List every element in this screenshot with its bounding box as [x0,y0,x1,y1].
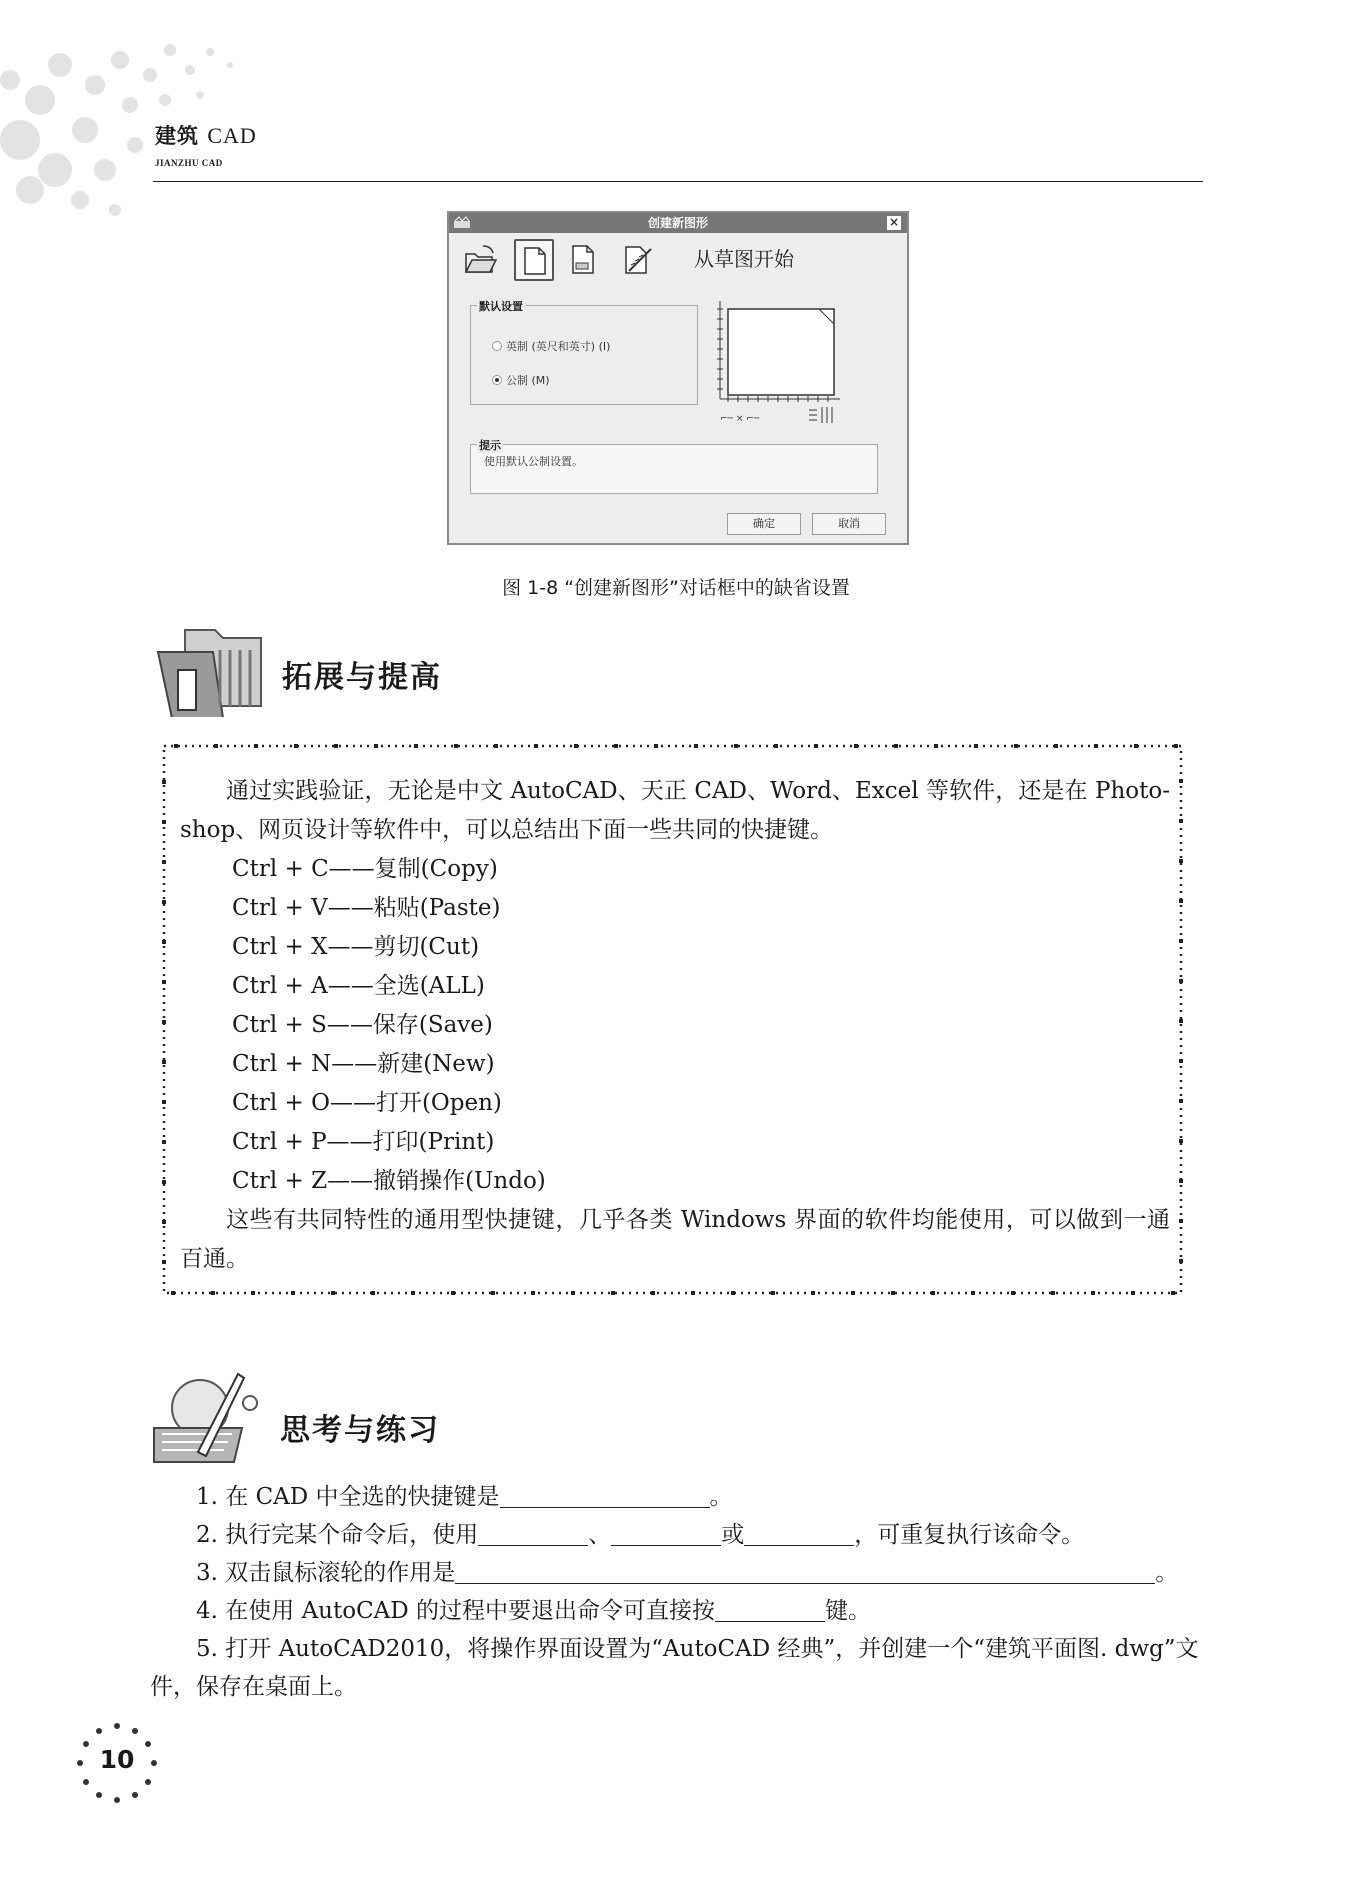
answer-blank[interactable] [744,1520,854,1546]
svg-text:⌐─ × ⌐─: ⌐─ × ⌐─ [720,414,760,424]
exercise-list [150,1478,1200,1706]
answer-blank[interactable] [715,1596,825,1622]
radio-imperial[interactable] [492,341,502,351]
expand-box [160,742,1185,1297]
shortcut-item: Ctrl + S——保存(Save) [232,1012,493,1038]
answer-blank[interactable] [611,1520,721,1546]
expand-outro: 这些有共同特性的通用型快捷键，几乎各类 Windows 界面的软件均能使用，可以做到一通百通。 [180,1207,1170,1272]
question-text: 或 [721,1522,745,1548]
question-text: ，可重复执行该命令。 [854,1522,1085,1548]
use-template-icon[interactable] [566,243,600,277]
expand-content [180,772,1170,1279]
cancel-button[interactable]: 取消 [812,513,886,535]
hint-group [470,444,878,494]
drawing-preview [714,295,864,425]
question-text: 1. 在 CAD 中全选的快捷键是 [196,1484,500,1510]
running-title [155,120,257,150]
start-from-scratch-tab[interactable] [514,239,554,281]
start-from-scratch-icon [523,246,547,276]
section-heading-expand: 拓展与提高 [282,660,442,695]
metric-option[interactable] [492,372,550,388]
shortcut-item: Ctrl + O——打开(Open) [232,1090,502,1116]
default-settings-group [470,305,698,405]
answer-blank[interactable] [500,1482,710,1508]
close-icon[interactable]: × [888,215,900,229]
shortcut-item: Ctrl + A——全选(ALL) [232,973,485,999]
question-text: 、 [588,1522,612,1548]
dialog-titlebar [449,213,907,233]
hint-text: 使用默认公制设置。 [484,455,583,468]
shortcut-item: Ctrl + N——新建(New) [232,1051,495,1077]
figure-caption: 图 1-8 “创建新图形”对话框中的缺省设置 [502,577,850,599]
default-settings-label: 默认设置 [479,300,523,313]
dialog-mode-label: 从草图开始 [694,247,794,271]
question-5: 5. 打开 AutoCAD2010，将操作界面设置为“AutoCAD 经典”，并创建一个“建筑平面图. dwg”文件，保存在桌面上。 [150,1636,1199,1700]
autocad-app-icon [453,216,471,229]
expand-intro: 通过实践验证，无论是中文 AutoCAD、天正 CAD、Word、Excel 等软件，还是在 Photo-shop、网页设计等软件中，可以总结出下面一些共同的快捷键。 [180,778,1170,843]
imperial-label: 英制 (英尺和英寸) (I) [506,340,611,353]
question-text: 2. 执行完某个命令后，使用 [196,1522,479,1548]
notebook-pen-icon [150,1368,265,1468]
ok-button[interactable]: 确定 [727,513,801,535]
use-wizard-icon[interactable] [621,243,655,277]
question-text: 3. 双击鼠标滚轮的作用是 [196,1560,456,1586]
question-text: 4. 在使用 AutoCAD 的过程中要退出命令可直接按 [196,1598,716,1624]
running-title-latin: CAD [207,123,257,148]
imperial-option[interactable] [492,338,610,354]
page-number: 10 [99,1745,135,1774]
shortcut-item: Ctrl + Z——撤销操作(Undo) [232,1168,546,1194]
open-drawing-icon[interactable] [463,243,497,277]
hint-label: 提示 [479,439,501,452]
shortcut-item: Ctrl + C——复制(Copy) [232,856,498,882]
shortcut-item: Ctrl + X——剪切(Cut) [232,934,480,960]
running-title-cn: 建筑 [155,124,199,148]
shortcut-item: Ctrl + V——粘贴(Paste) [232,895,501,921]
section-heading-exercise: 思考与练习 [280,1413,440,1448]
create-drawing-dialog [447,211,909,545]
question-3 [150,1554,1200,1592]
answer-blank[interactable] [478,1520,588,1546]
shortcut-item: Ctrl + P——打印(Print) [232,1129,495,1155]
dialog-title: 创建新图形 [647,216,708,230]
question-1 [150,1478,1200,1516]
radio-metric[interactable] [492,375,502,385]
running-header [155,120,257,168]
folder-icon [150,622,265,717]
metric-label: 公制 (M) [506,374,550,387]
question-text: 。 [1155,1560,1179,1586]
answer-blank[interactable] [455,1558,1155,1584]
header-rule [153,181,1203,182]
question-text: 键。 [825,1598,872,1624]
question-4 [150,1592,1200,1630]
running-subtitle: JIANZHU CAD [155,158,223,168]
question-text: 。 [709,1484,733,1510]
question-2 [150,1516,1200,1554]
